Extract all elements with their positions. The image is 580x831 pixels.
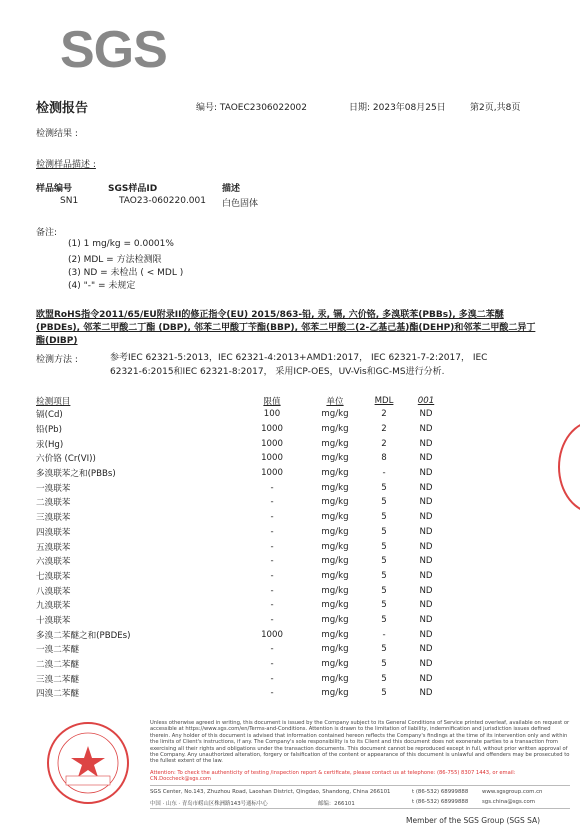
result-cell-item: 七溴联苯: [36, 571, 71, 582]
result-cell-result: ND: [419, 629, 433, 640]
result-cell-item: 多溴联苯之和(PBBs): [36, 469, 116, 480]
footer-divider: [150, 785, 570, 786]
page-number: 第2页,共8页: [470, 103, 521, 113]
result-cell-result: ND: [419, 585, 433, 596]
result-cell-item: 一溴联苯: [36, 483, 71, 494]
result-cell-mdl: 5: [381, 600, 387, 611]
result-cell-limit: -: [270, 541, 274, 552]
result-row: [36, 495, 446, 510]
col-mdl: MDL: [374, 395, 394, 406]
result-cell-limit: 1000: [261, 629, 283, 640]
sample-no: SN1: [60, 196, 79, 206]
result-row: [36, 642, 446, 657]
footer-web-en: www.sgsgroup.com.cn: [482, 789, 543, 795]
footer-address-en: SGS Center, No.143, Zhuzhou Road, Laoshan District, Qingdao, Shandong, China 266101: [150, 789, 391, 795]
result-cell-mdl: 5: [381, 585, 387, 596]
sample-header-id: SGS样品ID: [108, 184, 158, 194]
result-cell-unit: mg/kg: [321, 424, 349, 435]
footer-web-cn: sgs.china@sgs.com: [482, 799, 536, 805]
result-cell-result: ND: [419, 688, 433, 699]
result-cell-mdl: 2: [381, 409, 387, 420]
result-cell-result: ND: [419, 644, 433, 655]
result-row: [36, 627, 446, 642]
result-cell-item: 二溴联苯: [36, 498, 71, 509]
result-cell-limit: -: [270, 526, 274, 537]
result-cell-result: ND: [419, 424, 433, 435]
method-text: 参考IEC 62321-5:2013，IEC 62321-4:2013+AMD1:2017， IEC 62321-7-2:2017， IEC 62321-6:2015和IEC 62321-8:2017， 采用ICP-OES，UV-Vis和GC-MS进行分析.: [110, 353, 488, 377]
result-cell-unit: mg/kg: [321, 409, 349, 420]
result-cell-mdl: 2: [381, 424, 387, 435]
sample-header-desc: 描述: [222, 184, 241, 194]
result-cell-mdl: 5: [381, 512, 387, 523]
result-cell-unit: mg/kg: [321, 614, 349, 625]
result-cell-limit: -: [270, 482, 274, 493]
result-row: [36, 451, 446, 466]
result-cell-result: ND: [419, 556, 433, 567]
result-row: [36, 539, 446, 554]
result-cell-result: ND: [419, 541, 433, 552]
regulation-title: 欧盟RoHS指令2011/65/EU附录II的修正指令(EU) 2015/863-铅, 汞, 镉, 六价铬, 多溴联苯(PBBs), 多溴二苯醚(PBDEs), 邻苯二甲酸二丁酯 (DBP), 邻苯二甲酸丁苄酯(BBP), 邻苯二甲酸二(2-乙基己基)酯(DEHP)和邻苯二甲酸二异丁酯(DIBP): [36, 310, 536, 346]
result-cell-mdl: 5: [381, 526, 387, 537]
result-cell-result: ND: [419, 614, 433, 625]
note-item: (1) 1 mg/kg = 0.0001%: [68, 239, 174, 249]
result-cell-limit: -: [270, 600, 274, 611]
result-cell-mdl: 5: [381, 688, 387, 699]
inspection-seal: [30, 716, 146, 810]
result-cell-unit: mg/kg: [321, 556, 349, 567]
result-cell-item: 四溴联苯: [36, 527, 71, 538]
footer-disclaimer: Unless otherwise agreed in writing, this document is issued by the Company subject to its General Conditions of Service printed overleaf, available on request or accessible at https://www.sgs.com/en/Terms-and-Conditions. Attention is drawn to the limitation of liability, indemnification and jurisdiction issues defined therein. Any holder of this document is advised that information contained hereon reflects the Company's findings at the time of its intervention only and within the limits of Client's instructions, if any. The Company's sole responsibility is to its Client and this document does not exonerate parties to a transaction from exercising all their rights and obligations under the transaction documents. This document cannot be reproduced except in full, without prior written approval of the Company. Any unauthorized alteration, forgery or falsification of the content or appearance of this document is unlawful and offenders may be prosecuted to the fullest extent of the law.: [150, 720, 570, 765]
col-item: 检测项目: [36, 396, 71, 407]
result-cell-item: 二溴二苯醚: [36, 660, 79, 671]
footer-tel-cn: t (86-532) 68999888: [412, 799, 469, 805]
result-cell-result: ND: [419, 526, 433, 537]
col-result: 001: [417, 395, 435, 406]
result-cell-result: ND: [419, 659, 433, 670]
result-row: [36, 583, 446, 598]
result-cell-limit: 1000: [261, 438, 283, 449]
result-row: [36, 510, 446, 525]
result-cell-item: 铅(Pb): [36, 425, 62, 436]
result-cell-item: 汞(Hg): [36, 439, 64, 450]
col-unit: 单位: [326, 396, 344, 407]
report-title: 检测报告: [36, 101, 89, 116]
sample-desc-label: 检测样品描述 :: [36, 160, 96, 170]
results-label: 检测结果 :: [36, 129, 78, 139]
result-cell-limit: -: [270, 585, 274, 596]
notes-label: 备注:: [36, 228, 58, 238]
report-number: 编号: TAOEC2306022002: [196, 103, 308, 113]
result-cell-unit: mg/kg: [321, 585, 349, 596]
result-cell-item: 四溴二苯醚: [36, 689, 79, 700]
result-cell-result: ND: [419, 673, 433, 684]
result-cell-result: ND: [419, 512, 433, 523]
red-stamp-right: [558, 420, 580, 514]
result-cell-item: 镉(Cd): [36, 410, 63, 421]
results-header-row: [36, 394, 446, 407]
result-cell-limit: 1000: [261, 424, 283, 435]
result-cell-mdl: 5: [381, 659, 387, 670]
result-cell-mdl: 5: [381, 570, 387, 581]
result-cell-item: 一溴二苯醚: [36, 645, 79, 656]
footer-member: Member of the SGS Group (SGS SA): [406, 816, 541, 825]
note-item: (2) MDL = 方法检测限: [68, 255, 162, 265]
results-table: [36, 394, 446, 701]
result-cell-limit: -: [270, 512, 274, 523]
result-cell-limit: -: [270, 644, 274, 655]
result-cell-unit: mg/kg: [321, 438, 349, 449]
result-cell-unit: mg/kg: [321, 453, 349, 464]
result-cell-item: 十溴联苯: [36, 615, 71, 626]
result-row: [36, 613, 446, 628]
footer-postcode-cn: 邮编：266101: [318, 801, 355, 807]
result-cell-result: ND: [419, 600, 433, 611]
result-cell-mdl: 5: [381, 556, 387, 567]
result-cell-unit: mg/kg: [321, 659, 349, 670]
result-cell-unit: mg/kg: [321, 673, 349, 684]
result-cell-mdl: 5: [381, 614, 387, 625]
footer-attention: Attention: To check the authenticity of testing /inspection report & certificate, please contact us at telephone: (86-755) 8307 1443, or email: CN.Doccheck@sgs.com: [150, 770, 516, 783]
result-cell-limit: -: [270, 673, 274, 684]
result-row: [36, 525, 446, 540]
result-row: [36, 657, 446, 672]
note-item: (3) ND = 未检出 ( < MDL ): [68, 268, 184, 278]
result-cell-limit: -: [270, 688, 274, 699]
footer-address-cn: 中国 · 山东 · 青岛市崂山区株洲路143号通标中心: [150, 801, 268, 807]
sample-desc: 白色固体: [222, 199, 259, 209]
sample-id: TAO23-060220.001: [119, 196, 206, 206]
result-cell-result: ND: [419, 482, 433, 493]
result-cell-mdl: 5: [381, 497, 387, 508]
sample-header-no: 样品编号: [36, 184, 73, 194]
result-cell-item: 三溴二苯醚: [36, 674, 79, 685]
result-cell-mdl: 5: [381, 673, 387, 684]
result-cell-mdl: 2: [381, 438, 387, 449]
result-cell-mdl: 8: [381, 453, 387, 464]
result-row: [36, 569, 446, 584]
result-cell-unit: mg/kg: [321, 541, 349, 552]
result-cell-item: 八溴联苯: [36, 586, 71, 597]
footer-divider-2: [150, 808, 570, 809]
result-cell-unit: mg/kg: [321, 512, 349, 523]
result-cell-mdl: -: [382, 468, 386, 479]
result-cell-result: ND: [419, 570, 433, 581]
result-cell-result: ND: [419, 468, 433, 479]
result-cell-limit: -: [270, 614, 274, 625]
result-cell-item: 多溴二苯醚之和(PBDEs): [36, 630, 131, 641]
result-cell-result: ND: [419, 438, 433, 449]
result-cell-limit: 100: [263, 409, 281, 420]
result-cell-limit: -: [270, 556, 274, 567]
result-cell-unit: mg/kg: [321, 526, 349, 537]
result-cell-result: ND: [419, 453, 433, 464]
result-cell-limit: 1000: [261, 468, 283, 479]
result-cell-result: ND: [419, 497, 433, 508]
result-cell-unit: mg/kg: [321, 644, 349, 655]
result-cell-mdl: 5: [381, 482, 387, 493]
result-cell-limit: -: [270, 659, 274, 670]
result-row: [36, 686, 446, 701]
result-row: [36, 436, 446, 451]
result-row: [36, 598, 446, 613]
result-cell-unit: mg/kg: [321, 482, 349, 493]
method-label: 检测方法 :: [36, 355, 78, 365]
result-cell-item: 九溴联苯: [36, 601, 71, 612]
result-row: [36, 466, 446, 481]
result-row: [36, 407, 446, 422]
result-cell-item: 六溴联苯: [36, 557, 71, 568]
result-cell-item: 三溴联苯: [36, 513, 71, 524]
result-cell-unit: mg/kg: [321, 688, 349, 699]
result-row: [36, 422, 446, 437]
sgs-logo: SGS: [60, 21, 167, 79]
result-cell-unit: mg/kg: [321, 629, 349, 640]
result-row: [36, 671, 446, 686]
result-cell-result: ND: [419, 409, 433, 420]
note-item: (4) "-" = 未规定: [68, 281, 136, 291]
result-cell-item: 五溴联苯: [36, 542, 71, 553]
result-cell-mdl: -: [382, 629, 386, 640]
result-cell-unit: mg/kg: [321, 497, 349, 508]
result-row: [36, 554, 446, 569]
result-cell-unit: mg/kg: [321, 468, 349, 479]
result-cell-mdl: 5: [381, 644, 387, 655]
result-cell-limit: 1000: [261, 453, 283, 464]
result-row: [36, 480, 446, 495]
col-limit: 限值: [263, 396, 281, 407]
footer-tel-en: t (86-532) 68999888: [412, 789, 469, 795]
result-cell-item: 六价铬 (Cr(VI)): [36, 454, 96, 465]
report-date: 日期: 2023年08月25日: [349, 103, 446, 113]
result-cell-mdl: 5: [381, 541, 387, 552]
result-cell-unit: mg/kg: [321, 570, 349, 581]
result-cell-limit: -: [270, 570, 274, 581]
result-cell-unit: mg/kg: [321, 600, 349, 611]
result-cell-limit: -: [270, 497, 274, 508]
